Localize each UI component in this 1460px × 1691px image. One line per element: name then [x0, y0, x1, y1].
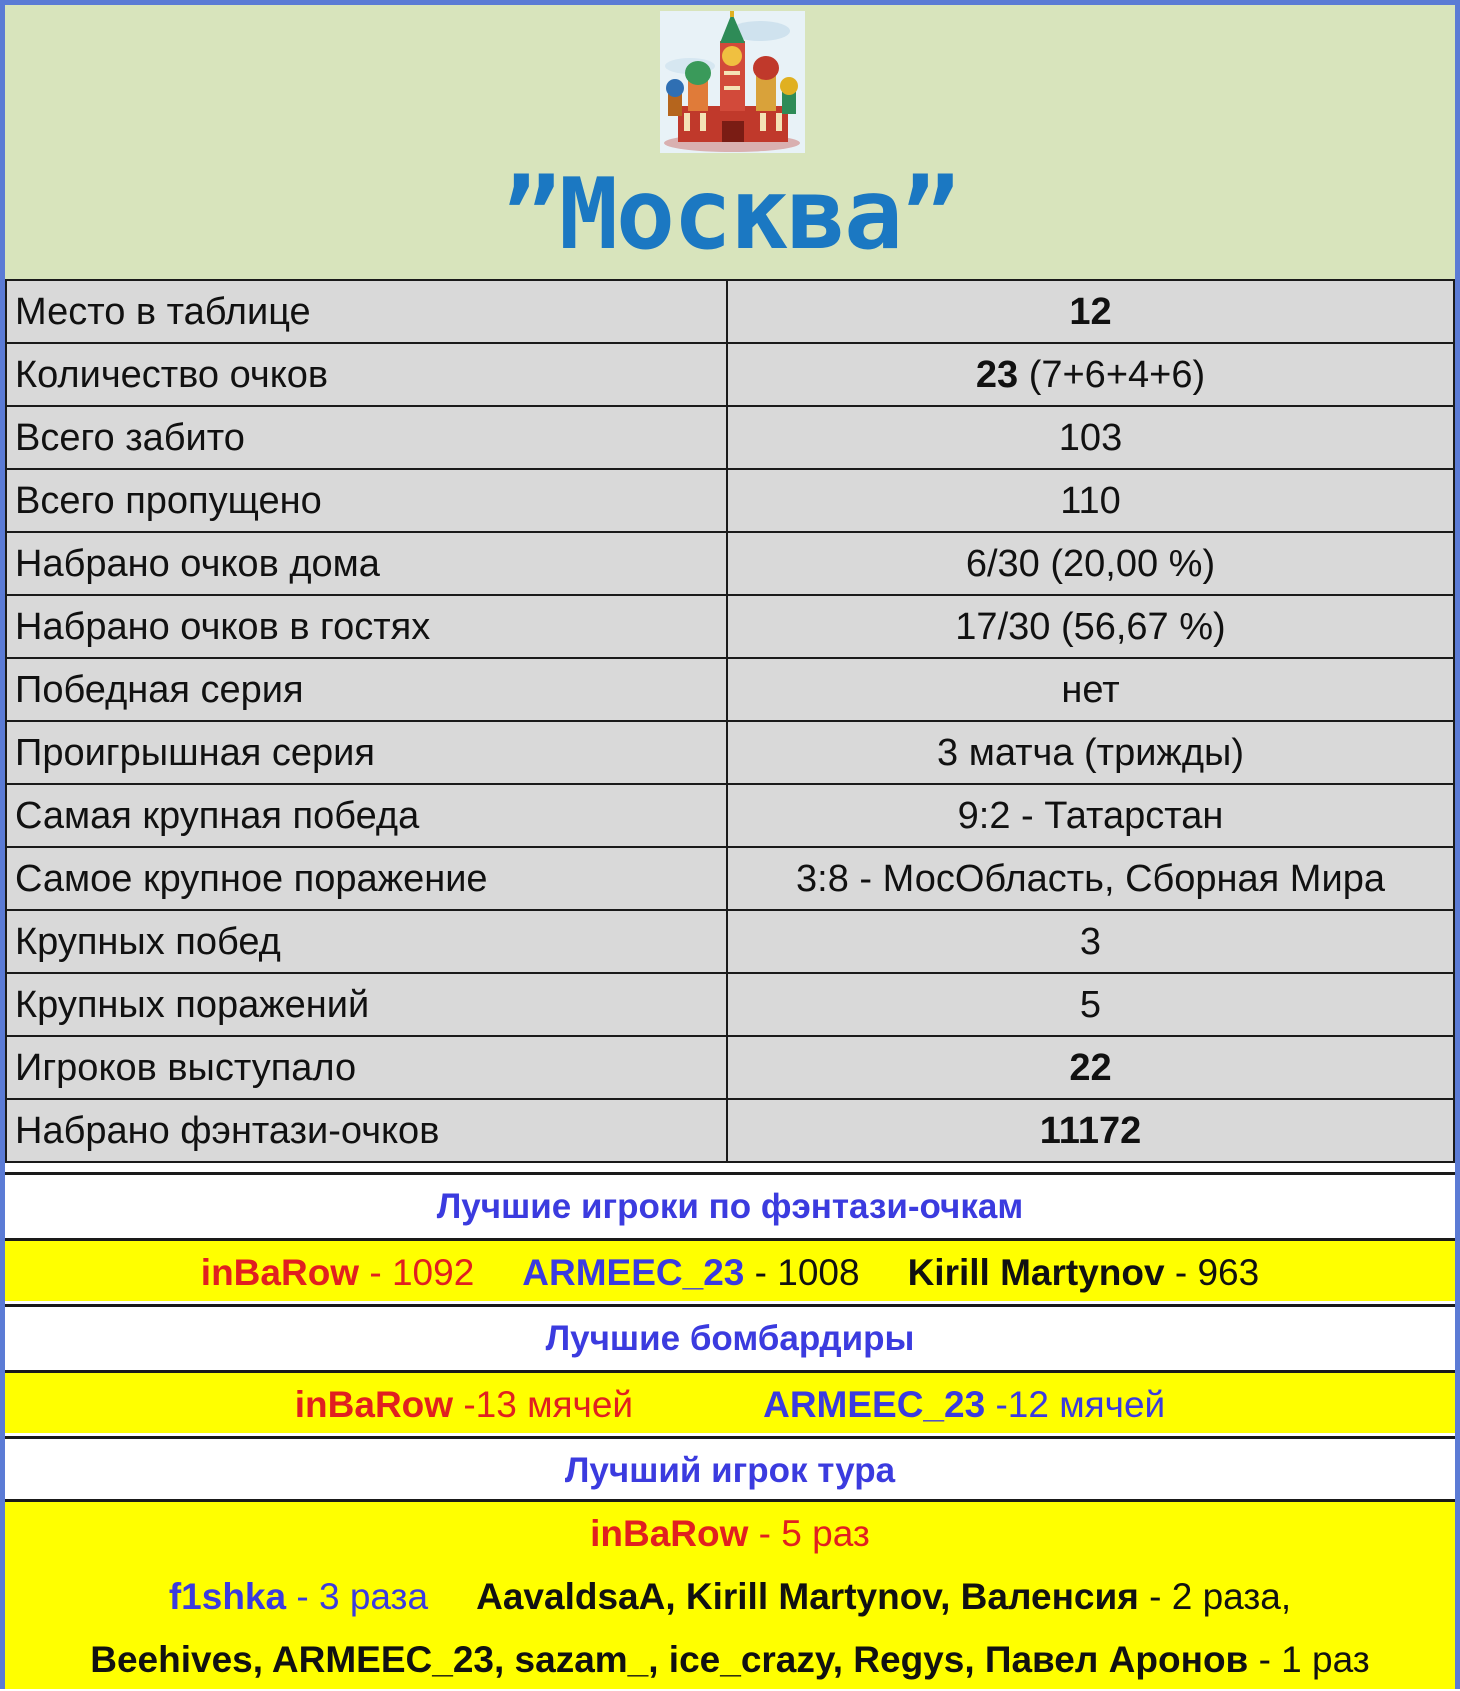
stat-value: 3 [727, 910, 1454, 973]
player-names: Beehives, ARMEEC_23, sazam_, ice_crazy, Regys, Павел Аронов [90, 1639, 1249, 1680]
player-name: f1shka [168, 1576, 287, 1617]
stat-label: Всего пропущено [6, 469, 727, 532]
award-count: - 3 раза [286, 1576, 429, 1617]
player-name: inBaRow [590, 1513, 749, 1554]
stat-label: Победная серия [6, 658, 727, 721]
player-of-round-list [5, 1499, 1455, 1689]
table-row [6, 343, 1454, 406]
player-name: inBaRow [294, 1384, 454, 1425]
team-title: ”Москва” [501, 158, 958, 272]
player-name: Kirill Martynov [907, 1252, 1165, 1293]
table-row [6, 1036, 1454, 1099]
list-item [5, 1502, 1455, 1565]
player-names: AavaldsaA, Kirill Martynov, Валенсия [476, 1576, 1139, 1617]
stat-label: Всего забито [6, 406, 727, 469]
stat-value: 22 [727, 1036, 1454, 1099]
player-name: inBaRow [200, 1252, 360, 1293]
stat-value: 3:8 - МосОбласть, Сборная Мира [727, 847, 1454, 910]
table-row [6, 658, 1454, 721]
player-name: ARMEEC_23 [522, 1252, 745, 1293]
award-count: - 1 раз [1248, 1639, 1370, 1680]
table-row [6, 1099, 1454, 1162]
stat-value: 11172 [727, 1099, 1454, 1162]
stat-label: Место в таблице [6, 280, 727, 343]
team-header [5, 5, 1455, 279]
fantasy-leaders [5, 1238, 1455, 1301]
stat-label: Проигрышная серия [6, 721, 727, 784]
table-row [6, 280, 1454, 343]
stat-value: 110 [727, 469, 1454, 532]
stat-value: 103 [727, 406, 1454, 469]
table-row [6, 721, 1454, 784]
player-score: - 963 [1164, 1252, 1260, 1293]
award-count: - 5 раз [748, 1513, 870, 1554]
scorers-leaders [5, 1370, 1455, 1433]
points-breakdown: (7+6+4+6) [1028, 353, 1206, 396]
stat-value: 9:2 - Татарстан [727, 784, 1454, 847]
stat-value: 17/30 (56,67 %) [727, 595, 1454, 658]
st-basil-cathedral-icon [660, 11, 805, 153]
stat-label: Самое крупное поражение [6, 847, 727, 910]
stat-value: 5 [727, 973, 1454, 1036]
stat-label: Количество очков [6, 343, 727, 406]
list-item [5, 1565, 1455, 1628]
stat-value [727, 343, 1454, 406]
table-row [6, 406, 1454, 469]
stat-value: 12 [727, 280, 1454, 343]
stat-label: Игроков выступало [6, 1036, 727, 1099]
table-row [6, 847, 1454, 910]
stat-value: нет [727, 658, 1454, 721]
player-score: - 1008 [744, 1252, 860, 1293]
table-row [6, 973, 1454, 1036]
list-item [5, 1628, 1455, 1691]
table-row [6, 910, 1454, 973]
stat-label: Крупных поражений [6, 973, 727, 1036]
player-name: ARMEEC_23 [763, 1384, 986, 1425]
player-score: - 1092 [359, 1252, 475, 1293]
points-total: 23 [975, 353, 1019, 396]
award-count: - 2 раза, [1138, 1576, 1292, 1617]
player-of-round-heading: Лучший игрок тура [5, 1436, 1455, 1499]
table-row [6, 532, 1454, 595]
player-goals: -12 мячей [985, 1384, 1166, 1425]
table-row [6, 595, 1454, 658]
stat-label: Набрано очков дома [6, 532, 727, 595]
table-row [6, 784, 1454, 847]
stat-label: Набрано очков в гостях [6, 595, 727, 658]
player-goals: -13 мячей [453, 1384, 634, 1425]
stat-label: Набрано фэнтази-очков [6, 1099, 727, 1162]
stat-value: 3 матча (трижды) [727, 721, 1454, 784]
fantasy-heading: Лучшие игроки по фэнтази-очкам [5, 1172, 1455, 1235]
table-row [6, 469, 1454, 532]
stat-value: 6/30 (20,00 %) [727, 532, 1454, 595]
stats-table [5, 279, 1455, 1163]
stat-label: Самая крупная победа [6, 784, 727, 847]
stat-label: Крупных побед [6, 910, 727, 973]
scorers-heading: Лучшие бомбардиры [5, 1304, 1455, 1367]
